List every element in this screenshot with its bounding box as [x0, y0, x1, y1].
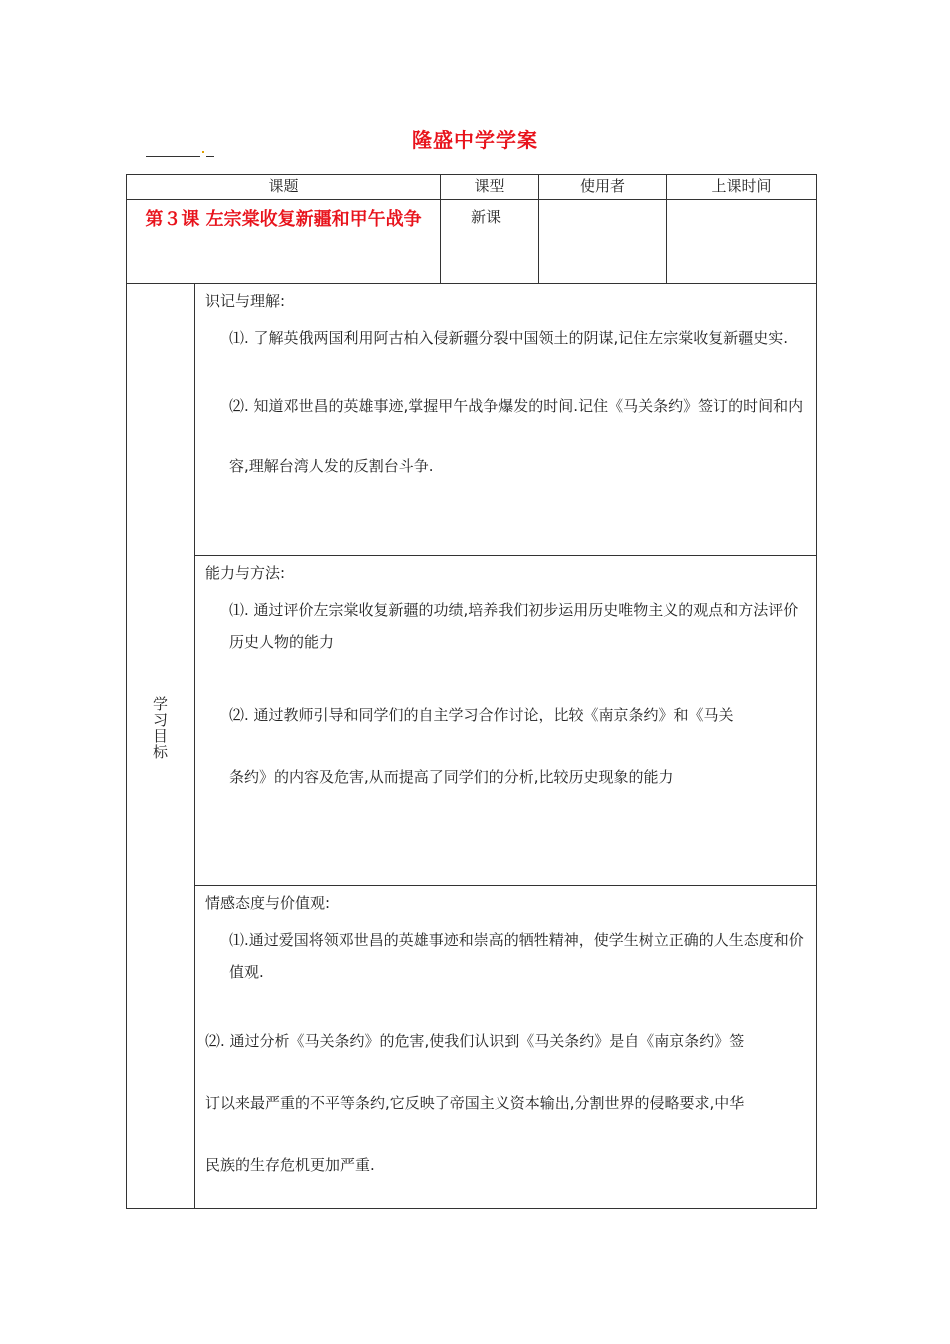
- header-mark: [202, 151, 204, 153]
- section-heading: 能力与方法:: [205, 564, 286, 582]
- lesson-title: 第３课 左宗棠收复新疆和甲午战争: [127, 200, 441, 284]
- header-time: 上课时间: [667, 175, 817, 200]
- section-heading: 识记与理解:: [205, 292, 286, 310]
- lesson-user: [539, 200, 667, 284]
- objective-item: ⑵. 通过教师引导和同学们的自主学习合作讨论，比较《南京条约》和《马关条约》的内容及危害,从而提高了同学们的分析,比较历史现象的能力: [229, 706, 734, 786]
- lesson-row: [127, 200, 817, 284]
- lesson-time: [667, 200, 817, 284]
- header-rule: [146, 156, 200, 157]
- objective-item: ⑴. 了解英俄两国利用阿古柏入侵新疆分裂中国领土的阴谋,记住左宗棠收复新疆史实.: [229, 329, 789, 347]
- objectives-row-1: [127, 284, 817, 556]
- header-rule-end: [206, 156, 214, 157]
- header-user: 使用者: [539, 175, 667, 200]
- header-row: [127, 175, 817, 200]
- objectives-label: 学习目标: [151, 696, 169, 760]
- lesson-plan-table: [126, 174, 817, 1209]
- section-memorize: [195, 284, 817, 556]
- objectives-row-2: [127, 556, 817, 886]
- section-heading: 情感态度与价值观:: [205, 894, 331, 912]
- lesson-type: 新课: [441, 200, 539, 284]
- objectives-row-3: [127, 886, 817, 1209]
- objective-item: ⑵. 通过分析《马关条约》的危害,使我们认识到《马关条约》是自《南京条约》签订以来最严重的不平等条约,它反映了帝国主义资本输出,分割世界的侵略要求,中华民族的生存危机更加严重.: [205, 1032, 745, 1174]
- objective-item: ⑴. 通过评价左宗棠收复新疆的功绩,培养我们初步运用历史唯物主义的观点和方法评价历史人物的能力: [229, 601, 799, 651]
- objective-item: ⑴.通过爱国将领邓世昌的英雄事迹和崇高的牺牲精神，使学生树立正确的人生态度和价值观.: [229, 931, 804, 981]
- header-topic: 课题: [127, 175, 441, 200]
- document-title: 隆盛中学学案: [412, 128, 538, 152]
- section-attitude: [195, 886, 817, 1209]
- objectives-label-cell: [127, 284, 195, 1209]
- header-type: 课型: [441, 175, 539, 200]
- section-ability: [195, 556, 817, 886]
- objective-item: ⑵. 知道邓世昌的英雄事迹,掌握甲午战争爆发的时间.记住《马关条约》签订的时间和内容,理解台湾人发的反割台斗争.: [229, 397, 804, 475]
